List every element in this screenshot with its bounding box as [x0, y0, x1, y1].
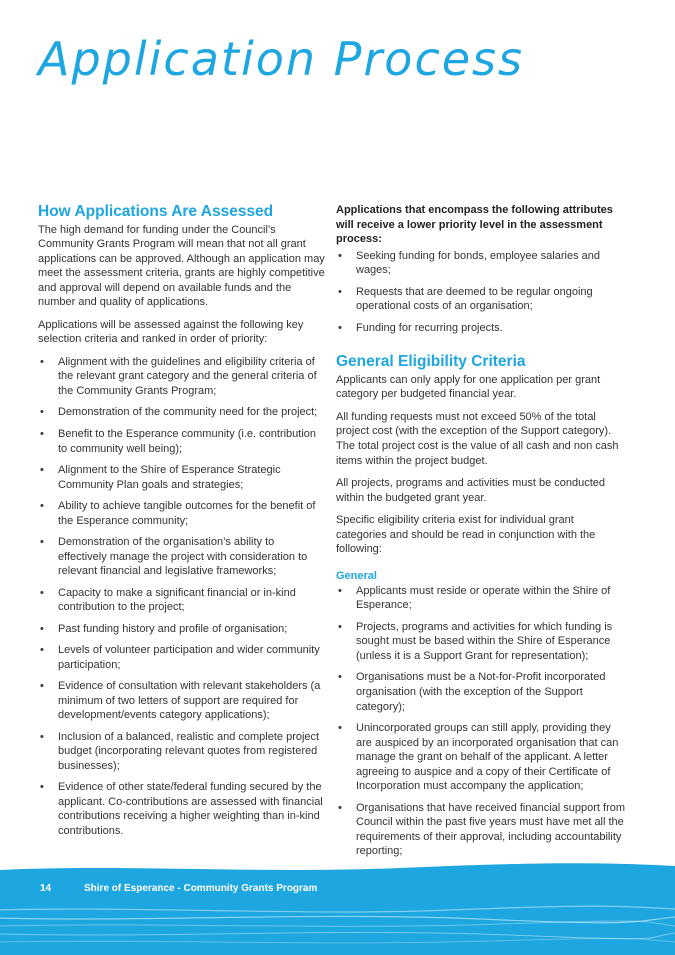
page-number: 14 — [40, 883, 52, 894]
list-item: • Alignment with the guidelines and eligibility criteria of the relevant grant category and the general criteria of the Community Grants Program; — [38, 355, 326, 399]
general-criteria-list — [336, 584, 626, 859]
assessment-intro: The high demand for funding under the Council’s Community Grants Program will mean that not all grant applications can be approved. Although an application may meet the assessment criteria, grants are highly competitive and approval will depend on available funds and the number and quality of applications. — [38, 223, 325, 309]
list-item: • Evidence of other state/federal funding secured by the applicant. Co-contributions are assessed with financial contributions receiving a higher weighting than in-kind contributions. — [38, 780, 326, 838]
list-item: • Unincorporated groups can still apply, providing they are auspiced by an incorporated organisation that can manage the grant on behalf of the applicant. A letter agreeing to auspice and a copy of their Certificate of Incorporation must accompany the application; — [336, 721, 626, 794]
list-item: • Ability to achieve tangible outcomes for the benefit of the Esperance community; — [38, 499, 326, 528]
eligibility-para: Applicants can only apply for one application per grant category per budgeted financial year. — [336, 373, 601, 401]
lower-priority-intro: Applications that encompass the following attributes will receive a lower priority level in the assessment process: — [336, 204, 613, 246]
list-item: • Funding for recurring projects. — [336, 321, 626, 336]
list-item: • Demonstration of the organisation’s ability to effectively manage the project with consideration to relevant financial and legislative frameworks; — [38, 535, 326, 579]
footer-publication-title: Shire of Esperance - Community Grants Program — [84, 883, 318, 894]
list-item: • Seeking funding for bonds, employee salaries and wages; — [336, 249, 626, 278]
list-item: • Organisations that have received financial support from Council within the past five years must have met all the requirements of their approval, including accountability reporting; — [336, 801, 626, 859]
assessment-criteria-intro: Applications will be assessed against the following key selection criteria and ranked in order of priority: — [38, 318, 304, 346]
lower-priority-list — [336, 249, 626, 336]
left-column — [38, 203, 326, 845]
list-item: • Evidence of consultation with relevant stakeholders (a minimum of two letters of support are required for development/events category applications); — [38, 679, 326, 723]
assessment-heading: How Applications Are Assessed — [38, 203, 274, 220]
list-item: • Levels of volunteer participation and wider community participation; — [38, 643, 326, 672]
right-column — [336, 203, 626, 866]
eligibility-para: Specific eligibility criteria exist for individual grant categories and should be read in conjunction with the following: — [336, 514, 596, 556]
eligibility-para: All funding requests must not exceed 50% of the total project cost (with the exception of the Support category). The total project cost is the value of all cash and non cash items within the project budget. — [336, 410, 619, 467]
list-item: • Inclusion of a balanced, realistic and complete project budget (incorporating relevant quotes from registered businesses); — [38, 730, 326, 774]
list-item: • Benefit to the Esperance community (i.e. contribution to community well being); — [38, 427, 326, 456]
list-item: • Past funding history and profile of organisation; — [38, 622, 326, 637]
selection-criteria-list — [38, 355, 326, 838]
eligibility-heading: General Eligibility Criteria — [336, 353, 526, 371]
list-item: • Alignment to the Shire of Esperance Strategic Community Plan goals and strategies; — [38, 463, 326, 492]
list-item: • Capacity to make a significant financial or in-kind contribution to the project; — [38, 586, 326, 615]
page-title: Application Process — [38, 32, 524, 86]
list-item: • Requests that are deemed to be regular ongoing operational costs of an organisation; — [336, 285, 626, 314]
list-item: • Projects, programs and activities for which funding is sought must be based within the Shire of Esperance (unless it is a Support Grant for representation); — [336, 620, 626, 664]
footer-wave-background — [0, 862, 675, 955]
page-footer — [0, 862, 675, 955]
eligibility-para: All projects, programs and activities must be conducted within the budgeted grant year. — [336, 477, 606, 504]
general-subheading: General — [336, 569, 377, 582]
list-item: • Demonstration of the community need for the project; — [38, 405, 326, 420]
list-item: • Applicants must reside or operate within the Shire of Esperance; — [336, 584, 626, 613]
list-item: • Organisations must be a Not-for-Profit incorporated organisation (with the exception of the Support category); — [336, 670, 626, 714]
